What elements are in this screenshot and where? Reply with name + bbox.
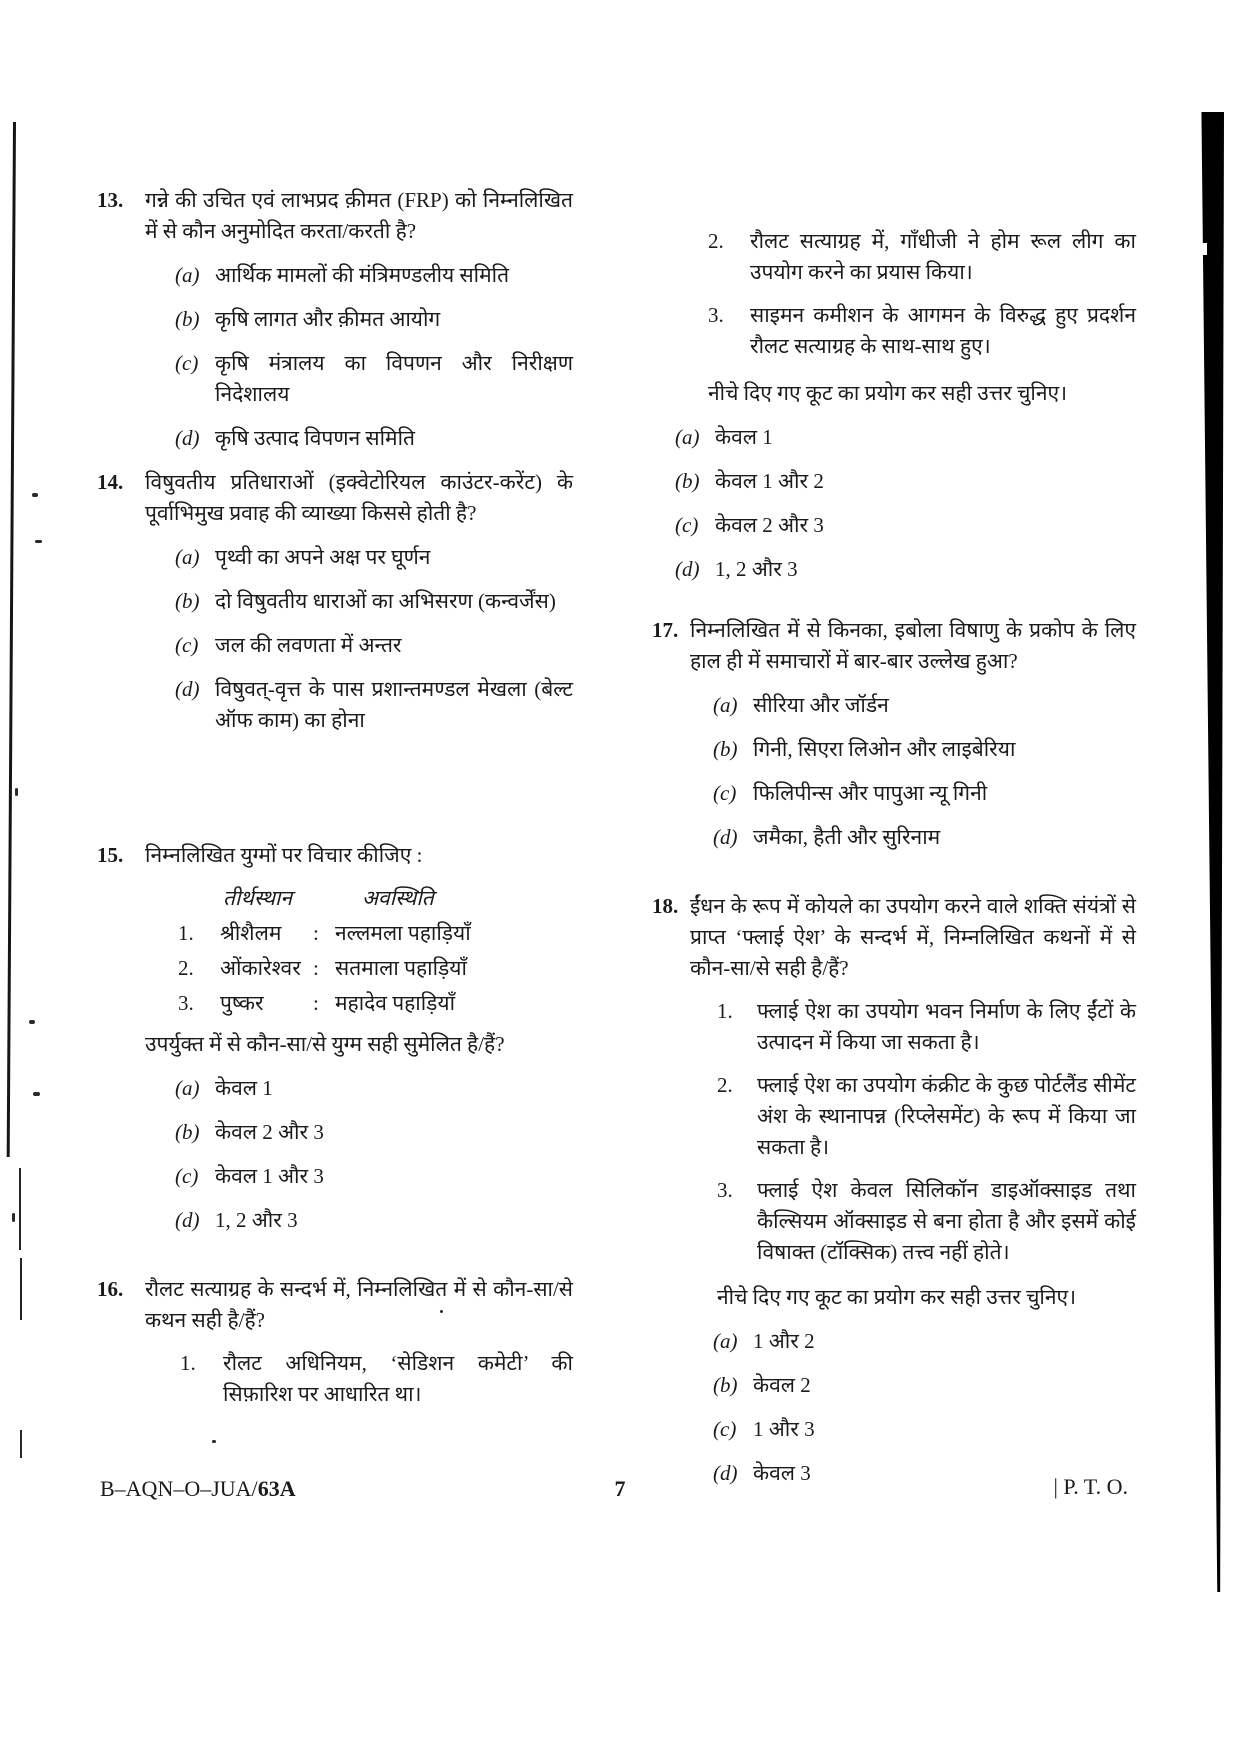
scan-left-edge-dash: [20, 1430, 22, 1458]
option-d: [675, 554, 1136, 585]
option-d-label: (d): [713, 825, 738, 849]
question-16-text: रौलट सत्याग्रह के सन्दर्भ में, निम्नलिखित में से कौन-सा/से कथन सही है/हैं?: [145, 1277, 573, 1332]
option-d: [713, 822, 1136, 853]
scan-speck: [12, 1213, 15, 1222]
option-c-label: (c): [713, 1417, 737, 1441]
scan-left-edge-dash: [19, 1168, 21, 1250]
question-18-text: ईंधन के रूप में कोयले का उपयोग करने वाले शक्ति संयंत्रों से प्राप्त ‘फ्लाई ऐश’ के सन्दर्भ में, निम्नलिखित कथनों में से कौन-सा/से सही है/हैं?: [690, 894, 1136, 980]
statement-2-number: 2.: [717, 1073, 733, 1097]
option-a: [175, 1073, 573, 1104]
option-d-label: (d): [713, 1461, 738, 1485]
statement-2: [717, 1070, 1136, 1163]
option-a-label: (a): [713, 1329, 738, 1353]
scan-speck: [15, 788, 18, 796]
booklet-code-prefix: B–AQN–O–JUA/: [100, 1476, 258, 1501]
question-16-followup: नीचे दिए गए कूट का प्रयोग कर सही उत्तर चुनिए।: [708, 381, 1068, 405]
option-b-label: (b): [675, 469, 700, 493]
question-16-statements: [180, 1348, 573, 1410]
statement-3-number: 3.: [708, 303, 724, 327]
question-15-pairs-table: [178, 883, 573, 1019]
option-c: [175, 630, 573, 661]
statement-1-text: फ्लाई ऐश का उपयोग भवन निर्माण के लिए ईंटों के उत्पादन में किया जा सकता है।: [757, 999, 1136, 1054]
option-a-text: सीरिया और जॉर्डन: [753, 693, 889, 717]
option-d-label: (d): [175, 1208, 200, 1232]
pair-separator: :: [313, 991, 319, 1015]
option-b-label: (b): [713, 1373, 738, 1397]
option-b-label: (b): [175, 589, 200, 613]
question-14: [95, 467, 573, 736]
statement-3-number: 3.: [717, 1178, 733, 1202]
option-d-text: 1, 2 और 3: [215, 1208, 298, 1232]
question-13-text: गन्ने की उचित एवं लाभप्रद क़ीमत (FRP) को निम्नलिखित में से कौन अनुमोदित करता/करती है?: [145, 188, 573, 243]
option-d: [175, 674, 573, 736]
scan-left-edge-line: [7, 122, 16, 1157]
option-c-text: फिलिपीन्स और पापुआ न्यू गिनी: [753, 781, 988, 805]
pairs-row-1: [178, 918, 573, 949]
option-b-label: (b): [713, 737, 738, 761]
option-c: [175, 1161, 573, 1192]
pair-place: ओंकारेश्वर: [220, 956, 301, 980]
option-c-label: (c): [175, 1164, 199, 1188]
scan-right-edge-bar: [1200, 112, 1224, 1592]
question-16-options: [675, 422, 1136, 585]
option-a-text: केवल 1: [215, 1076, 273, 1100]
option-d: [175, 423, 573, 454]
question-15-number: 15.: [97, 843, 124, 867]
option-b-text: केवल 2: [753, 1373, 811, 1397]
left-column: [95, 185, 573, 1410]
question-16: [95, 1274, 573, 1410]
option-d-text: केवल 3: [753, 1461, 811, 1485]
page-number: 7: [614, 1476, 626, 1501]
question-16-statements-continued: [708, 226, 1136, 362]
option-d-label: (d): [175, 426, 200, 450]
option-d-text: जमैका, हैती और सुरिनाम: [753, 825, 941, 849]
question-18: [652, 891, 1136, 1489]
statement-2: [708, 226, 1136, 288]
option-a-label: (a): [713, 693, 738, 717]
statement-1: [717, 996, 1136, 1058]
option-b: [175, 586, 573, 617]
option-c: [713, 778, 1136, 809]
option-b-text: केवल 2 और 3: [215, 1120, 324, 1144]
option-c-label: (c): [713, 781, 737, 805]
option-b-text: गिनी, सिएरा लिओन और लाइबेरिया: [753, 737, 1016, 761]
option-a: [713, 690, 1136, 721]
pairs-row-3: [178, 988, 573, 1019]
question-14-text: विषुवतीय प्रतिधाराओं (इक्वेटोरियल काउंटर-करेंट) के पूर्वाभिमुख प्रवाह की व्याख्या किससे होती है?: [145, 470, 573, 525]
question-16-continued: [652, 226, 1136, 585]
option-b-label: (b): [175, 1120, 200, 1144]
option-c: [675, 510, 1136, 541]
statement-1-number: 1.: [717, 999, 733, 1023]
option-c-text: जल की लवणता में अन्तर: [215, 633, 402, 657]
statement-1-number: 1.: [180, 1351, 196, 1375]
option-c-text: केवल 2 और 3: [715, 513, 824, 537]
question-17-number: 17.: [652, 618, 679, 642]
scan-speck: [33, 1092, 40, 1096]
question-17: [652, 615, 1136, 853]
question-13-number: 13.: [97, 188, 124, 212]
option-a: [713, 1326, 1136, 1357]
scan-speck: [35, 540, 42, 543]
statement-2-text: फ्लाई ऐश का उपयोग कंक्रीट के कुछ पोर्टलैंड सीमेंट अंश के स्थानापन्न (रिप्लेसमेंट) के रूप में किया जा सकता है।: [757, 1073, 1136, 1159]
option-a-text: केवल 1: [715, 425, 773, 449]
pair-location: महादेव पहाड़ियाँ: [335, 991, 456, 1015]
pair-location: नल्लमला पहाड़ियाँ: [335, 921, 471, 945]
pto-marker: | P. T. O.: [1053, 1474, 1128, 1499]
question-18-followup: नीचे दिए गए कूट का प्रयोग कर सही उत्तर चुनिए।: [717, 1285, 1077, 1309]
scan-speck: [32, 493, 38, 497]
booklet-code-series: 63A: [257, 1476, 296, 1501]
option-b: [175, 1117, 573, 1148]
option-b-text: केवल 1 और 2: [715, 469, 824, 493]
option-b-label: (b): [175, 307, 200, 331]
option-a: [175, 260, 573, 291]
question-17-text: निम्नलिखित में से किनका, इबोला विषाणु के प्रकोप के लिए हाल ही में समाचारों में बार-बार उल्लेख हुआ?: [690, 618, 1136, 673]
option-c-text: केवल 1 और 3: [215, 1164, 324, 1188]
right-column: [652, 226, 1136, 1489]
option-b: [175, 304, 573, 335]
scan-speck: [212, 1440, 216, 1443]
statement-2-text: रौलट सत्याग्रह में, गाँधीजी ने होम रूल लीग का उपयोग करने का प्रयास किया।: [750, 229, 1136, 284]
pair-number: 3.: [178, 991, 194, 1015]
option-c-label: (c): [175, 351, 199, 375]
option-d-label: (d): [675, 557, 700, 581]
option-c-text: 1 और 3: [753, 1417, 815, 1441]
option-d: [175, 1205, 573, 1236]
option-d-label: (d): [175, 677, 200, 701]
question-18-statements: [717, 996, 1136, 1268]
option-a-text: पृथ्वी का अपने अक्ष पर घूर्णन: [215, 545, 431, 569]
pairs-row-2: [178, 953, 573, 984]
statement-1-text: रौलट अधिनियम, ‘सेडिशन कमेटी’ की सिफ़ारिश पर आधारित था।: [223, 1351, 573, 1406]
question-15: [95, 840, 573, 1236]
option-b: [713, 734, 1136, 765]
option-b: [675, 466, 1136, 497]
question-18-options: [713, 1326, 1136, 1489]
pair-number: 2.: [178, 956, 194, 980]
question-13-options: [175, 260, 573, 454]
scan-speck: [29, 1020, 35, 1024]
pair-place: पुष्कर: [220, 991, 264, 1015]
option-b-text: दो विषुवतीय धाराओं का अभिसरण (कन्वर्जेंस): [215, 589, 556, 613]
question-16-number: 16.: [97, 1277, 124, 1301]
statement-3: [708, 300, 1136, 362]
option-a-text: आर्थिक मामलों की मंत्रिमण्डलीय समिति: [215, 263, 510, 287]
option-c-label: (c): [175, 633, 199, 657]
option-a-text: 1 और 2: [753, 1329, 815, 1353]
statement-1: [180, 1348, 573, 1410]
question-17-options: [713, 690, 1136, 853]
option-a: [175, 542, 573, 573]
option-c: [175, 348, 573, 410]
option-c-label: (c): [675, 513, 699, 537]
statement-3: [717, 1175, 1136, 1268]
option-a: [675, 422, 1136, 453]
option-a-label: (a): [675, 425, 700, 449]
question-18-number: 18.: [652, 894, 679, 918]
pair-number: 1.: [178, 921, 194, 945]
statement-2-number: 2.: [708, 229, 724, 253]
option-b-text: कृषि लागत और क़ीमत आयोग: [215, 307, 441, 331]
pair-location: सतमाला पहाड़ियाँ: [335, 956, 467, 980]
question-15-text: निम्नलिखित युग्मों पर विचार कीजिए :: [145, 843, 423, 867]
pair-separator: :: [313, 956, 319, 980]
question-13: [95, 185, 573, 454]
option-d-text: विषुवत्-वृत्त के पास प्रशान्तमण्डल मेखला (बेल्ट ऑफ काम) का होना: [215, 677, 573, 732]
question-15-options: [175, 1073, 573, 1236]
option-a-label: (a): [175, 263, 200, 287]
option-b: [713, 1370, 1136, 1401]
pairs-table-header: [178, 883, 573, 914]
option-c-text: कृषि मंत्रालय का विपणन और निरीक्षण निदेशालय: [215, 351, 573, 406]
option-d-text: कृषि उत्पाद विपणन समिति: [215, 426, 416, 450]
question-15-followup: उपर्युक्त में से कौन-सा/से युग्म सही सुमेलित है/हैं?: [145, 1032, 505, 1056]
option-c: [713, 1414, 1136, 1445]
statement-3-text: साइमन कमीशन के आगमन के विरुद्ध हुए प्रदर्शन रौलट सत्याग्रह के साथ-साथ हुए।: [750, 303, 1136, 358]
question-14-options: [175, 542, 573, 736]
option-d-text: 1, 2 और 3: [715, 557, 798, 581]
scan-left-edge-dash: [20, 1258, 22, 1320]
question-14-number: 14.: [97, 470, 124, 494]
statement-3-text: फ्लाई ऐश केवल सिलिकॉन डाइऑक्साइड तथा कैल्सियम ऑक्साइड से बना होता है और इसमें कोई विषाक्त (टॉक्सिक) तत्त्व नहीं होते।: [757, 1178, 1136, 1264]
pair-place: श्रीशैलम: [220, 921, 282, 945]
scan-right-edge-notch: [1200, 243, 1207, 255]
pair-separator: :: [313, 921, 319, 945]
pairs-col2-header: अवस्थिति: [362, 886, 434, 910]
pairs-col1-header: तीर्थस्थान: [223, 886, 293, 910]
option-a-label: (a): [175, 545, 200, 569]
option-a-label: (a): [175, 1076, 200, 1100]
